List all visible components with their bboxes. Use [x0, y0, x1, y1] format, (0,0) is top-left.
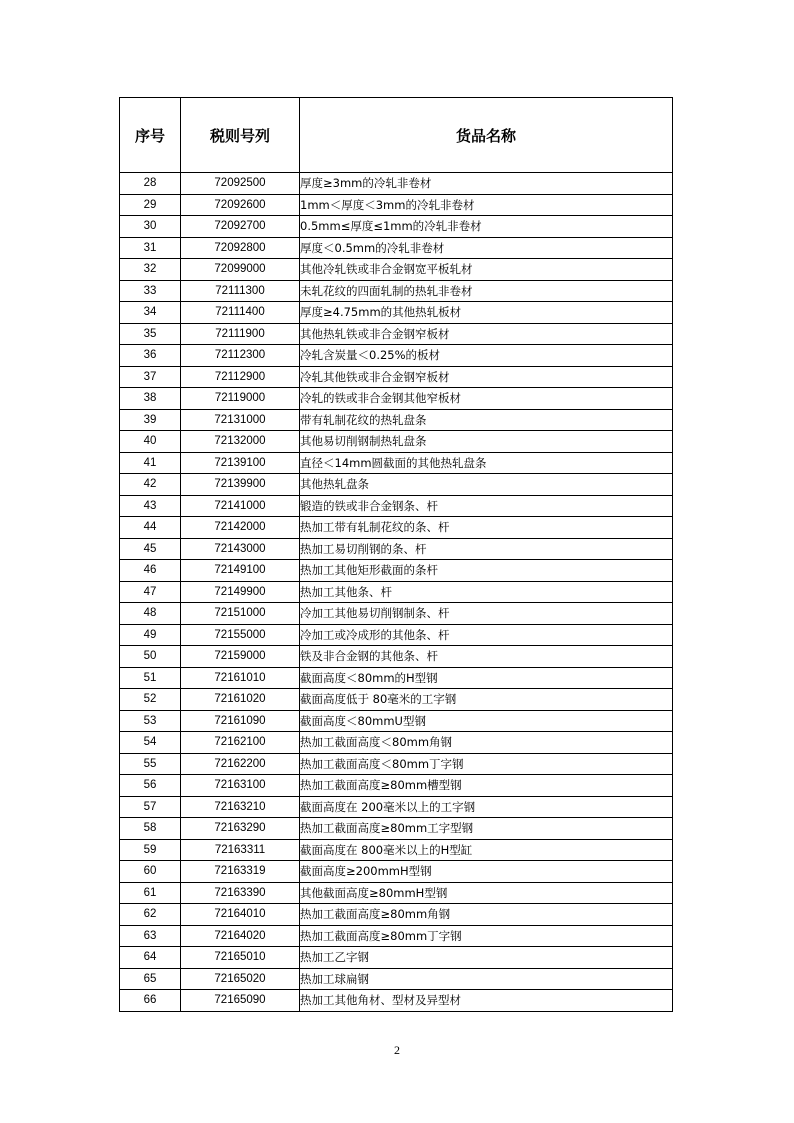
cell-code: 72149900 [181, 581, 300, 603]
cell-code: 72112300 [181, 345, 300, 367]
cell-name: 其他易切削钢制热轧盘条 [300, 431, 673, 453]
cell-code: 72141000 [181, 495, 300, 517]
cell-seq: 35 [120, 323, 181, 345]
cell-seq: 53 [120, 710, 181, 732]
cell-name: 厚度＜0.5mm的冷轧非卷材 [300, 237, 673, 259]
table-row [120, 796, 673, 818]
table-row [120, 259, 673, 281]
cell-name: 热加工易切削钢的条、杆 [300, 538, 673, 560]
tariff-table [119, 97, 673, 1012]
table-row [120, 452, 673, 474]
header-code: 税则号列 [181, 98, 300, 173]
cell-code: 72165020 [181, 968, 300, 990]
cell-code: 72112900 [181, 366, 300, 388]
table-row [120, 861, 673, 883]
cell-name: 直径＜14mm圆截面的其他热轧盘条 [300, 452, 673, 474]
cell-code: 72163319 [181, 861, 300, 883]
cell-seq: 66 [120, 990, 181, 1012]
cell-seq: 28 [120, 173, 181, 195]
table-row [120, 495, 673, 517]
cell-seq: 36 [120, 345, 181, 367]
table-row [120, 775, 673, 797]
cell-name: 热加工截面高度≥80mm角钢 [300, 904, 673, 926]
cell-code: 72099000 [181, 259, 300, 281]
cell-name: 其他冷轧铁或非合金钢宽平板轧材 [300, 259, 673, 281]
table-row [120, 323, 673, 345]
cell-seq: 34 [120, 302, 181, 324]
table-row [120, 517, 673, 539]
cell-code: 72155000 [181, 624, 300, 646]
cell-name: 热加工球扁钢 [300, 968, 673, 990]
cell-seq: 40 [120, 431, 181, 453]
table-row [120, 925, 673, 947]
table-row [120, 216, 673, 238]
cell-name: 热加工乙字钢 [300, 947, 673, 969]
table-row [120, 280, 673, 302]
header-name: 货品名称 [300, 98, 673, 173]
page-number: 2 [394, 1043, 400, 1057]
cell-code: 72139100 [181, 452, 300, 474]
cell-seq: 61 [120, 882, 181, 904]
table-row [120, 603, 673, 625]
cell-seq: 47 [120, 581, 181, 603]
cell-name: 厚度≥4.75mm的其他热轧板材 [300, 302, 673, 324]
cell-name: 截面高度在 800毫米以上的H型缸 [300, 839, 673, 861]
cell-seq: 42 [120, 474, 181, 496]
cell-code: 72132000 [181, 431, 300, 453]
table-row [120, 173, 673, 195]
table-row [120, 710, 673, 732]
cell-code: 72142000 [181, 517, 300, 539]
table-row [120, 538, 673, 560]
cell-seq: 32 [120, 259, 181, 281]
cell-code: 72143000 [181, 538, 300, 560]
table-row [120, 581, 673, 603]
cell-code: 72092600 [181, 194, 300, 216]
cell-code: 72161090 [181, 710, 300, 732]
cell-code: 72149100 [181, 560, 300, 582]
table-row [120, 388, 673, 410]
cell-code: 72119000 [181, 388, 300, 410]
table-row [120, 624, 673, 646]
table-row [120, 904, 673, 926]
cell-name: 热加工带有轧制花纹的条、杆 [300, 517, 673, 539]
cell-name: 热加工截面高度＜80mm丁字钢 [300, 753, 673, 775]
table-row [120, 345, 673, 367]
cell-code: 72111400 [181, 302, 300, 324]
cell-seq: 60 [120, 861, 181, 883]
cell-name: 其他截面高度≥80mmH型钢 [300, 882, 673, 904]
cell-seq: 58 [120, 818, 181, 840]
cell-seq: 50 [120, 646, 181, 668]
cell-code: 72092500 [181, 173, 300, 195]
cell-seq: 33 [120, 280, 181, 302]
table-row [120, 689, 673, 711]
cell-seq: 55 [120, 753, 181, 775]
cell-name: 截面高度≥200mmH型钢 [300, 861, 673, 883]
cell-name: 截面高度在 200毫米以上的工字钢 [300, 796, 673, 818]
cell-seq: 37 [120, 366, 181, 388]
cell-seq: 51 [120, 667, 181, 689]
cell-name: 热加工其他矩形截面的条杆 [300, 560, 673, 582]
cell-seq: 64 [120, 947, 181, 969]
cell-seq: 43 [120, 495, 181, 517]
table-row [120, 194, 673, 216]
cell-seq: 65 [120, 968, 181, 990]
table-row [120, 474, 673, 496]
cell-seq: 29 [120, 194, 181, 216]
cell-name: 其他热轧盘条 [300, 474, 673, 496]
cell-code: 72159000 [181, 646, 300, 668]
cell-seq: 52 [120, 689, 181, 711]
cell-name: 带有轧制花纹的热轧盘条 [300, 409, 673, 431]
header-seq: 序号 [120, 98, 181, 173]
header-row [120, 98, 673, 173]
cell-code: 72111900 [181, 323, 300, 345]
cell-name: 厚度≥3mm的冷轧非卷材 [300, 173, 673, 195]
cell-name: 截面高度低于 80毫米的工字钢 [300, 689, 673, 711]
cell-seq: 46 [120, 560, 181, 582]
cell-name: 未轧花纹的四面轧制的热轧非卷材 [300, 280, 673, 302]
cell-name: 锻造的铁或非合金钢条、杆 [300, 495, 673, 517]
cell-name: 冷轧其他铁或非合金钢窄板材 [300, 366, 673, 388]
cell-code: 72163290 [181, 818, 300, 840]
cell-name: 铁及非合金钢的其他条、杆 [300, 646, 673, 668]
cell-seq: 59 [120, 839, 181, 861]
cell-code: 72092700 [181, 216, 300, 238]
cell-name: 热加工其他条、杆 [300, 581, 673, 603]
table-row [120, 818, 673, 840]
table-row [120, 302, 673, 324]
table-row [120, 409, 673, 431]
cell-code: 72165010 [181, 947, 300, 969]
cell-code: 72161020 [181, 689, 300, 711]
table-row [120, 237, 673, 259]
table-row [120, 882, 673, 904]
cell-seq: 41 [120, 452, 181, 474]
cell-code: 72163311 [181, 839, 300, 861]
cell-name: 截面高度＜80mmU型钢 [300, 710, 673, 732]
cell-seq: 38 [120, 388, 181, 410]
cell-seq: 45 [120, 538, 181, 560]
table-row [120, 947, 673, 969]
cell-name: 冷轧含炭量＜0.25%的板材 [300, 345, 673, 367]
cell-code: 72131000 [181, 409, 300, 431]
cell-seq: 54 [120, 732, 181, 754]
cell-code: 72151000 [181, 603, 300, 625]
table-row [120, 839, 673, 861]
cell-seq: 62 [120, 904, 181, 926]
cell-code: 72163210 [181, 796, 300, 818]
cell-seq: 30 [120, 216, 181, 238]
cell-code: 72162100 [181, 732, 300, 754]
table-body [120, 173, 673, 1012]
cell-code: 72165090 [181, 990, 300, 1012]
cell-seq: 56 [120, 775, 181, 797]
table-row [120, 990, 673, 1012]
cell-seq: 39 [120, 409, 181, 431]
cell-code: 72164020 [181, 925, 300, 947]
cell-name: 热加工截面高度≥80mm槽型钢 [300, 775, 673, 797]
cell-code: 72111300 [181, 280, 300, 302]
cell-seq: 49 [120, 624, 181, 646]
cell-code: 72164010 [181, 904, 300, 926]
table-row [120, 968, 673, 990]
table-row [120, 667, 673, 689]
cell-name: 热加工截面高度＜80mm角钢 [300, 732, 673, 754]
cell-name: 截面高度＜80mm的H型钢 [300, 667, 673, 689]
table-row [120, 431, 673, 453]
cell-seq: 44 [120, 517, 181, 539]
cell-name: 1mm＜厚度＜3mm的冷轧非卷材 [300, 194, 673, 216]
table-row [120, 366, 673, 388]
cell-code: 72163100 [181, 775, 300, 797]
cell-seq: 57 [120, 796, 181, 818]
cell-name: 0.5mm≤厚度≤1mm的冷轧非卷材 [300, 216, 673, 238]
table-row [120, 753, 673, 775]
cell-name: 冷加工或冷成形的其他条、杆 [300, 624, 673, 646]
cell-seq: 31 [120, 237, 181, 259]
cell-code: 72139900 [181, 474, 300, 496]
table-row [120, 732, 673, 754]
table-row [120, 646, 673, 668]
cell-name: 热加工截面高度≥80mm工字型钢 [300, 818, 673, 840]
cell-name: 冷加工其他易切削钢制条、杆 [300, 603, 673, 625]
cell-seq: 48 [120, 603, 181, 625]
table-row [120, 560, 673, 582]
cell-name: 冷轧的铁或非合金钢其他窄板材 [300, 388, 673, 410]
cell-code: 72161010 [181, 667, 300, 689]
cell-name: 其他热轧铁或非合金钢窄板材 [300, 323, 673, 345]
cell-code: 72092800 [181, 237, 300, 259]
cell-code: 72163390 [181, 882, 300, 904]
cell-seq: 63 [120, 925, 181, 947]
cell-name: 热加工截面高度≥80mm丁字钢 [300, 925, 673, 947]
cell-name: 热加工其他角材、型材及异型材 [300, 990, 673, 1012]
cell-code: 72162200 [181, 753, 300, 775]
